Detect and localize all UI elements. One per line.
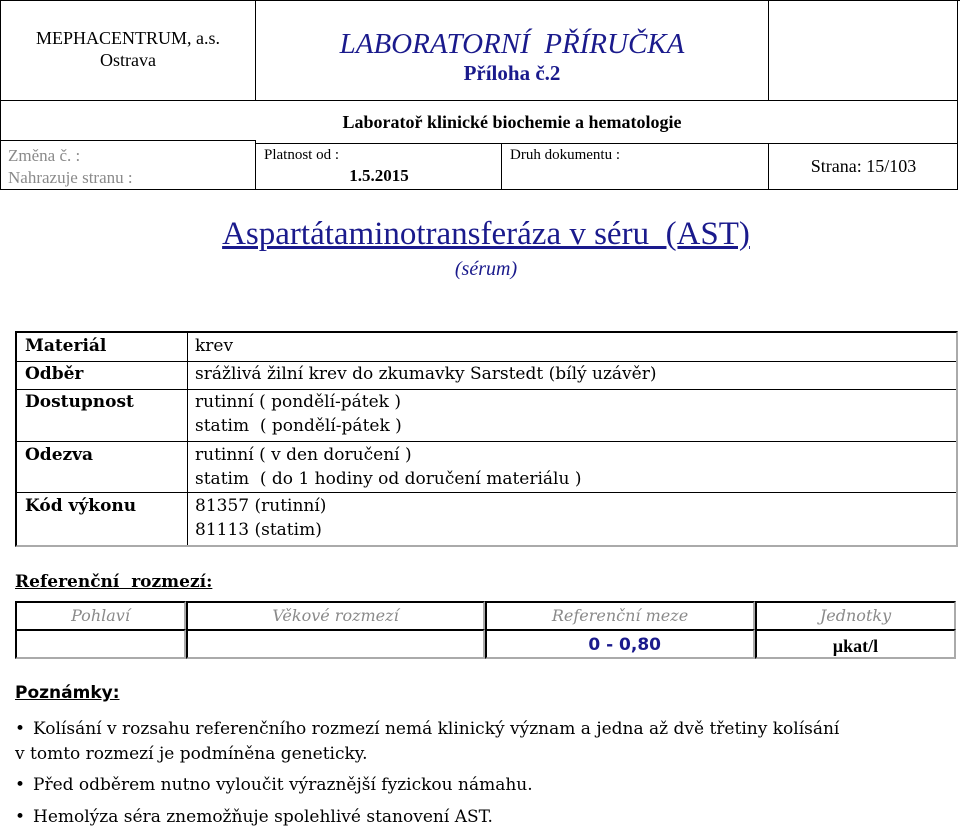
- note-text: Kolísání v rozsahu referenčního rozmezí nemá klinický význam a jedna až dvě třetiny kolísání: [33, 719, 840, 739]
- bullet-icon: •: [15, 775, 26, 795]
- note-text: Hemolýza séra znemožňuje spolehlivé stanovení AST.: [33, 807, 493, 827]
- company-city: Ostrava: [100, 50, 156, 70]
- page-info: Strana: 15/103: [810, 156, 917, 176]
- doc-type-label: Druh dokumentu :: [510, 147, 620, 163]
- change-label: Změna č. :: [8, 146, 81, 165]
- ref-col-units: Jednotky: [755, 601, 956, 631]
- ref-cell-limits: 0 - 0,80: [485, 629, 755, 659]
- ref-cell-units: µkat/l: [755, 629, 956, 659]
- collection-label: Odběr: [25, 364, 84, 384]
- note-text: Před odběrem nutno vyloučit výraznější fyzickou námahu.: [33, 775, 533, 795]
- reference-heading: Referenční rozmezí:: [15, 572, 213, 592]
- page-title: Aspartátaminotransferáza v séru (AST): [222, 216, 750, 252]
- response-value-2: statim ( do 1 hodiny od doručení materiálu ): [195, 469, 582, 489]
- note-item-2: [15, 773, 960, 797]
- ref-cell-sex: [15, 629, 186, 659]
- ref-col-limits: Referenční meze: [485, 601, 755, 631]
- code-value-2: 81113 (statim): [195, 520, 322, 540]
- code-label: Kód výkonu: [25, 496, 137, 516]
- appendix-label: Příloha č.2: [463, 61, 561, 85]
- valid-from-label: Platnost od :: [264, 147, 340, 163]
- page-subtitle: (sérum): [454, 258, 518, 280]
- ref-cell-age: [186, 629, 485, 659]
- replaces-label: Nahrazuje stranu :: [8, 168, 133, 187]
- ref-col-age: Věkové rozmezí: [186, 601, 485, 631]
- bullet-icon: •: [15, 719, 26, 739]
- info-table: [15, 331, 958, 547]
- handbook-title: LABORATORNÍ PŘÍRUČKA: [339, 28, 685, 60]
- notes-heading: Poznámky:: [15, 683, 120, 703]
- collection-value: srážlivá žilní krev do zkumavky Sarstedt (bílý uzávěr): [195, 364, 657, 384]
- bullet-icon: •: [15, 807, 26, 827]
- availability-label: Dostupnost: [25, 392, 134, 412]
- availability-value-2: statim ( pondělí-pátek ): [195, 416, 402, 436]
- code-value-1: 81357 (rutinní): [195, 496, 327, 516]
- document-header: [0, 0, 960, 190]
- valid-from-value: 1.5.2015: [349, 166, 409, 185]
- note-item-1-cont: v tomto rozmezí je podmíněna geneticky.: [15, 744, 368, 764]
- availability-value-1: rutinní ( pondělí-pátek ): [195, 392, 401, 412]
- response-label: Odezva: [25, 445, 94, 465]
- note-item-3: [15, 805, 960, 829]
- company-name: MEPHACENTRUM, a.s.: [35, 28, 220, 48]
- note-item-1: [15, 717, 960, 741]
- material-label: Materiál: [25, 336, 107, 356]
- lab-name: Laboratoř klinické biochemie a hematologie: [342, 112, 682, 132]
- material-value: krev: [195, 336, 234, 356]
- ref-col-sex: Pohlaví: [15, 601, 186, 631]
- response-value-1: rutinní ( v den doručení ): [195, 445, 412, 465]
